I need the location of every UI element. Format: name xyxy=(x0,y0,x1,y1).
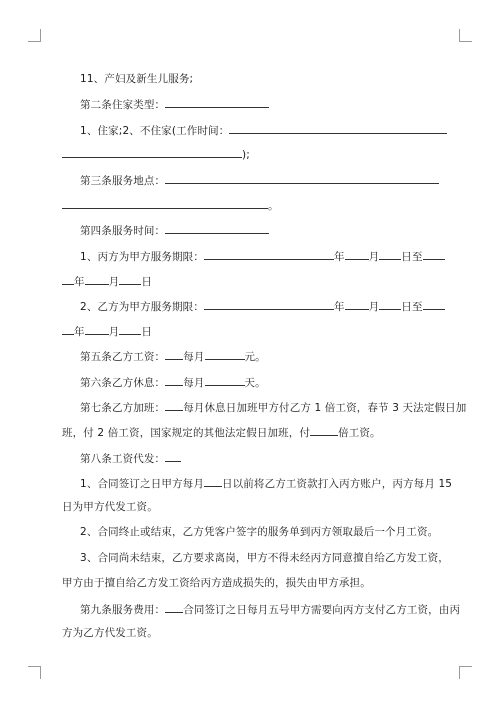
text: 第四条服务时间： xyxy=(80,225,166,237)
blank-line xyxy=(165,601,183,613)
text: 甲方由于擅自给乙方发工资给丙方造成损失的，损失由甲方承担。 xyxy=(62,577,371,589)
clause-4-item-1-continued xyxy=(62,273,152,289)
clause-4-service-time xyxy=(80,222,269,238)
clause-8-item-1-continued xyxy=(62,500,158,514)
clause-2-options-continued xyxy=(62,146,250,162)
text: 2、乙方为甲方服务期限： xyxy=(80,301,204,313)
clause-8-wage-payment xyxy=(80,450,181,466)
text: 第三条服务地点： xyxy=(80,175,166,187)
blank-line xyxy=(205,348,245,360)
text: 日至 xyxy=(401,301,423,313)
text: 日为甲方代发工资。 xyxy=(62,501,158,513)
text: 第五条乙方工资： xyxy=(80,351,166,363)
crop-mark-top-left xyxy=(28,29,41,42)
blank-line xyxy=(62,146,242,158)
text: 月 xyxy=(108,326,120,338)
clause-6-rest xyxy=(80,374,266,390)
clause-4-item-2 xyxy=(80,298,445,314)
clause-8-item-1 xyxy=(80,475,452,491)
blank-line xyxy=(62,273,74,285)
blank-line xyxy=(205,374,245,386)
blank-line xyxy=(423,298,445,310)
text: 年 xyxy=(74,276,85,288)
text: 第八条工资代发： xyxy=(80,453,166,465)
blank-line xyxy=(165,172,439,184)
text: 第七条乙方加班： xyxy=(80,402,166,414)
clause-8-item-2 xyxy=(80,525,438,539)
text: ); xyxy=(242,149,250,161)
text: 月 xyxy=(368,251,380,263)
blank-line xyxy=(165,374,183,386)
crop-mark-bottom-left xyxy=(28,666,41,679)
text: 每月休息日加班甲方付乙方 1 倍工资，春节 3 天法定假日加 xyxy=(183,402,467,414)
text: 11、产妇及新生儿服务; xyxy=(80,73,194,85)
blank-line xyxy=(165,222,269,234)
text: 倍工资。 xyxy=(338,427,381,439)
crop-mark-top-right xyxy=(459,29,472,42)
clause-2-options xyxy=(80,122,447,138)
blank-line xyxy=(119,273,141,285)
blank-line xyxy=(379,298,401,310)
blank-line xyxy=(165,399,183,411)
clause-4-item-2-continued xyxy=(62,323,152,339)
clause-3-continued xyxy=(62,197,279,213)
blank-line xyxy=(165,450,181,462)
blank-line xyxy=(165,96,269,108)
blank-line xyxy=(204,298,334,310)
text: 日 xyxy=(141,326,152,338)
text: 第二条住家类型： xyxy=(80,99,166,111)
text: 年 xyxy=(333,251,345,263)
text: 每月 xyxy=(183,351,205,363)
text: 第九条服务费用： xyxy=(80,604,166,616)
clause-4-item-1 xyxy=(80,248,445,264)
text: 天。 xyxy=(244,377,266,389)
text: 1、丙方为甲方服务期限： xyxy=(80,251,204,263)
crop-mark-bottom-right xyxy=(459,666,472,679)
clause-7-overtime xyxy=(80,399,466,415)
blank-line xyxy=(204,248,334,260)
blank-line xyxy=(345,248,369,260)
clause-9-service-fee xyxy=(80,601,460,617)
text: 月 xyxy=(108,276,120,288)
text: 年 xyxy=(74,326,85,338)
clause-5-wage xyxy=(80,348,266,364)
text: 日 xyxy=(141,276,152,288)
blank-line xyxy=(85,273,109,285)
clause-2-residence-type xyxy=(80,96,269,112)
blank-line xyxy=(204,475,222,487)
text: 每月 xyxy=(183,377,205,389)
blank-line xyxy=(85,323,109,335)
text: 元。 xyxy=(244,351,266,363)
blank-line xyxy=(119,323,141,335)
text: 2、合同终止或结束，乙方凭客户签字的服务单到丙方领取最后一个月工资。 xyxy=(80,526,439,538)
text: 日以前将乙方工资款打入丙方账户，丙方每月 15 xyxy=(221,478,453,490)
blank-line xyxy=(62,323,74,335)
blank-line xyxy=(345,298,369,310)
text: 月 xyxy=(368,301,380,313)
blank-line xyxy=(310,424,338,436)
text: 。 xyxy=(268,200,279,212)
blank-line xyxy=(229,122,447,134)
text: 班，付 2 倍工资，国家规定的其他法定假日加班，付 xyxy=(62,427,311,439)
clause-7-overtime-continued xyxy=(62,424,381,440)
clause-9-service-fee-continued xyxy=(62,626,158,640)
text: 第六条乙方休息： xyxy=(80,377,166,389)
blank-line xyxy=(379,248,401,260)
blank-line xyxy=(165,348,183,360)
text: 3、合同尚未结束，乙方要求离岗，甲方不得未经丙方同意擅自给乙方发工资， xyxy=(80,552,449,564)
blank-line xyxy=(62,197,268,209)
text: 日至 xyxy=(401,251,423,263)
clause-item-11 xyxy=(80,72,193,86)
clause-3-service-location xyxy=(80,172,439,188)
text: 合同签订之日每月五号甲方需要向丙方支付乙方工资，由丙 xyxy=(183,604,461,616)
clause-8-item-3 xyxy=(80,551,449,565)
text: 1、合同签订之日甲方每月 xyxy=(80,478,204,490)
blank-line xyxy=(423,248,445,260)
text: 年 xyxy=(333,301,345,313)
text: 方为乙方代发工资。 xyxy=(62,627,158,639)
clause-8-item-3-continued xyxy=(62,576,371,590)
text: 1、住家;2、不住家(工作时间： xyxy=(80,125,230,137)
